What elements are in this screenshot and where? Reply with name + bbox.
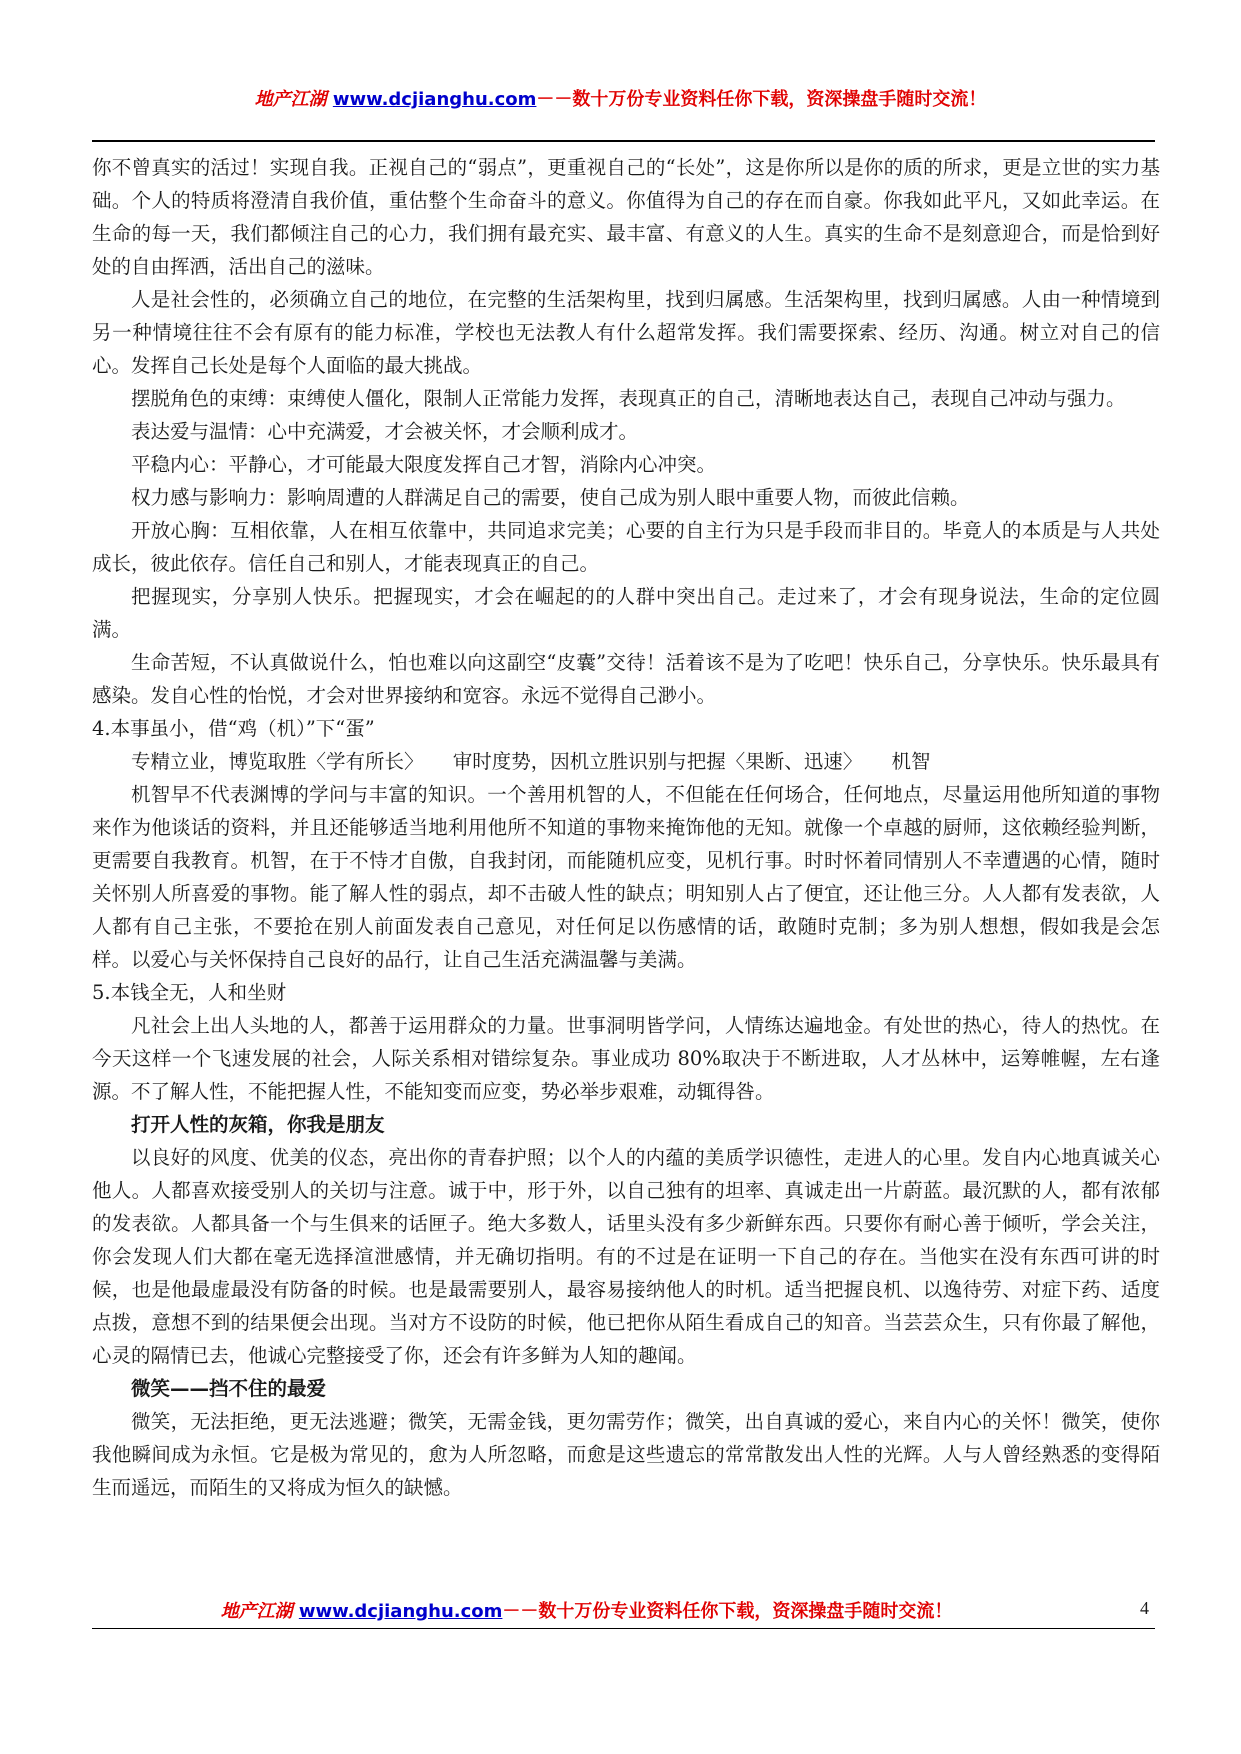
paragraph: 人是社会性的，必须确立自己的地位，在完整的生活架构里，找到归属感。生活架构里，找到归属感。人由一种情境到另一种情境往往不会有原有的能力标准，学校也无法教人有什么超常发挥。我们需要探索、经历、沟通。树立对自己的信心。发挥自己长处是每个人面临的最大挑战。 bbox=[92, 288, 1160, 377]
footer-divider bbox=[92, 1628, 1155, 1629]
footer-banner bbox=[0, 1600, 1207, 1624]
paragraph: 表达爱与温情：心中充满爱，才会被关怀，才会顺利成才。 bbox=[131, 420, 639, 443]
paragraph: 摆脱角色的束缚：束缚使人僵化，限制人正常能力发挥，表现真正的自己，清晰地表达自己，表现自己冲动与强力。 bbox=[131, 387, 1126, 410]
paragraph: 微笑，无法拒绝，更无法逃避；微笑，无需金钱，更勿需劳作；微笑，出自真诚的爱心，来自内心的关怀！微笑，使你我他瞬间成为永恒。它是极为常见的，愈为人所忽略，而愈是这些遗忘的常常散发出人性的光辉。人与人曾经熟悉的变得陌生而遥远，而陌生的又将成为恒久的缺憾。 bbox=[92, 1410, 1160, 1499]
site-link[interactable]: www.dcjianghu.com bbox=[298, 1601, 503, 1622]
section-heading: 4.本事虽小，借“鸡（机）”下“蛋” bbox=[92, 717, 375, 740]
paragraph: 你不曾真实的活过！实现自我。正视自己的“弱点”，更重视自己的“长处”，这是你所以是你的质的所求，更是立世的实力基础。个人的特质将澄清自我价值，重估整个生命奋斗的意义。你值得为自己的存在而自豪。你我如此平凡，又如此幸运。在生命的每一天，我们都倾注自己的心力，我们拥有最充实、最丰富、有意义的人生。真实的生命不是刻意迎合，而是恰到好处的自由挥洒，活出自己的滋味。 bbox=[92, 156, 1160, 278]
footer-tagline: －－数十万份专业资料任你下载，资深操盘手随时交流！ bbox=[502, 1601, 953, 1622]
site-link[interactable]: www.dcjianghu.com bbox=[332, 89, 537, 110]
paragraph: 生命苦短，不认真做说什么，怕也难以向这副空“皮囊”交待！活着该不是为了吃吧！快乐自己，分享快乐。快乐最具有感染。发自心性的怡悦，才会对世界接纳和宽容。永远不觉得自己渺小。 bbox=[92, 651, 1160, 707]
header-tagline: －－数十万份专业资料任你下载，资深操盘手随时交流！ bbox=[536, 89, 987, 110]
paragraph: 把握现实，分享别人快乐。把握现实，才会在崛起的的人群中突出自己。走过来了，才会有现身说法，生命的定位圆满。 bbox=[92, 585, 1160, 641]
brand-name: 地产江湖 bbox=[220, 1601, 293, 1622]
brand-name: 地产江湖 bbox=[254, 89, 327, 110]
subheading: 打开人性的灰箱，你我是朋友 bbox=[131, 1113, 385, 1136]
page-number: 4 bbox=[1140, 1598, 1149, 1618]
section-heading: 5.本钱全无，人和坐财 bbox=[92, 981, 287, 1004]
paragraph: 权力感与影响力：影响周遭的人群满足自己的需要，使自己成为别人眼中重要人物，而彼此信赖。 bbox=[131, 486, 970, 509]
paragraph: 专精立业，博览取胜〈学有所长〉 审时度势，因机立胜识别与把握〈果断、迅速〉 机智 bbox=[131, 750, 931, 773]
paragraph: 凡社会上出人头地的人，都善于运用群众的力量。世事洞明皆学问，人情练达遍地金。有处世的热心，待人的热忱。在今天这样一个飞速发展的社会，人际关系相对错综复杂。事业成功 80%取决于不断进取，人才丛林中，运筹帷幄，左右逢源。不了解人性，不能把握人性，不能知变而应变，势必举步艰难，动辄得咎。 bbox=[92, 1014, 1160, 1103]
document-body bbox=[92, 151, 1160, 1504]
paragraph: 以良好的风度、优美的仪态，亮出你的青春护照；以个人的内蕴的美质学识德性，走进人的心里。发自内心地真诚关心他人。人都喜欢接受别人的关切与注意。诚于中，形于外，以自己独有的坦率、真诚走出一片蔚蓝。最沉默的人，都有浓郁的发表欲。人都具备一个与生俱来的话匣子。绝大多数人，话里头没有多少新鲜东西。只要你有耐心善于倾听，学会关注，你会发现人们大都在毫无选择渲泄感情，并无确切指明。有的不过是在证明一下自己的存在。当他实在没有东西可讲的时候，也是他最虚最没有防备的时候。也是最需要别人，最容易接纳他人的时机。适当把握良机、以逸待劳、对症下药、适度点拨，意想不到的结果便会出现。当对方不设防的时候，他已把你从陌生看成自己的知音。当芸芸众生，只有你最了解他，心灵的隔情已去，他诚心完整接受了你，还会有许多鲜为人知的趣闻。 bbox=[92, 1146, 1160, 1367]
paragraph: 平稳内心：平静心，才可能最大限度发挥自己才智，消除内心冲突。 bbox=[131, 453, 717, 476]
paragraph: 开放心胸：互相依靠，人在相互依靠中，共同追求完美；心要的自主行为只是手段而非目的。毕竟人的本质是与人共处成长，彼此依存。信任自己和别人，才能表现真正的自己。 bbox=[92, 519, 1160, 575]
header-divider bbox=[92, 140, 1155, 142]
paragraph: 机智早不代表渊博的学问与丰富的知识。一个善用机智的人，不但能在任何场合，任何地点，尽量运用他所知道的事物来作为他谈话的资料，并且还能够适当地利用他所不知道的事物来掩饰他的无知。就像一个卓越的厨师，这依赖经验判断，更需要自我教育。机智，在于不恃才自傲，自我封闭，而能随机应变，见机行事。时时怀着同情别人不幸遭遇的心情，随时关怀别人所喜爱的事物。能了解人性的弱点，却不击破人性的缺点；明知别人占了便宜，还让他三分。人人都有发表欲，人人都有自己主张，不要抢在别人前面发表自己意见，对任何足以伤感情的话，敢随时克制；多为别人想想，假如我是会怎样。以爱心与关怀保持自己良好的品行，让自己生活充满温馨与美满。 bbox=[92, 783, 1160, 971]
header-banner bbox=[0, 88, 1241, 112]
subheading: 微笑——挡不住的最爱 bbox=[131, 1377, 327, 1400]
